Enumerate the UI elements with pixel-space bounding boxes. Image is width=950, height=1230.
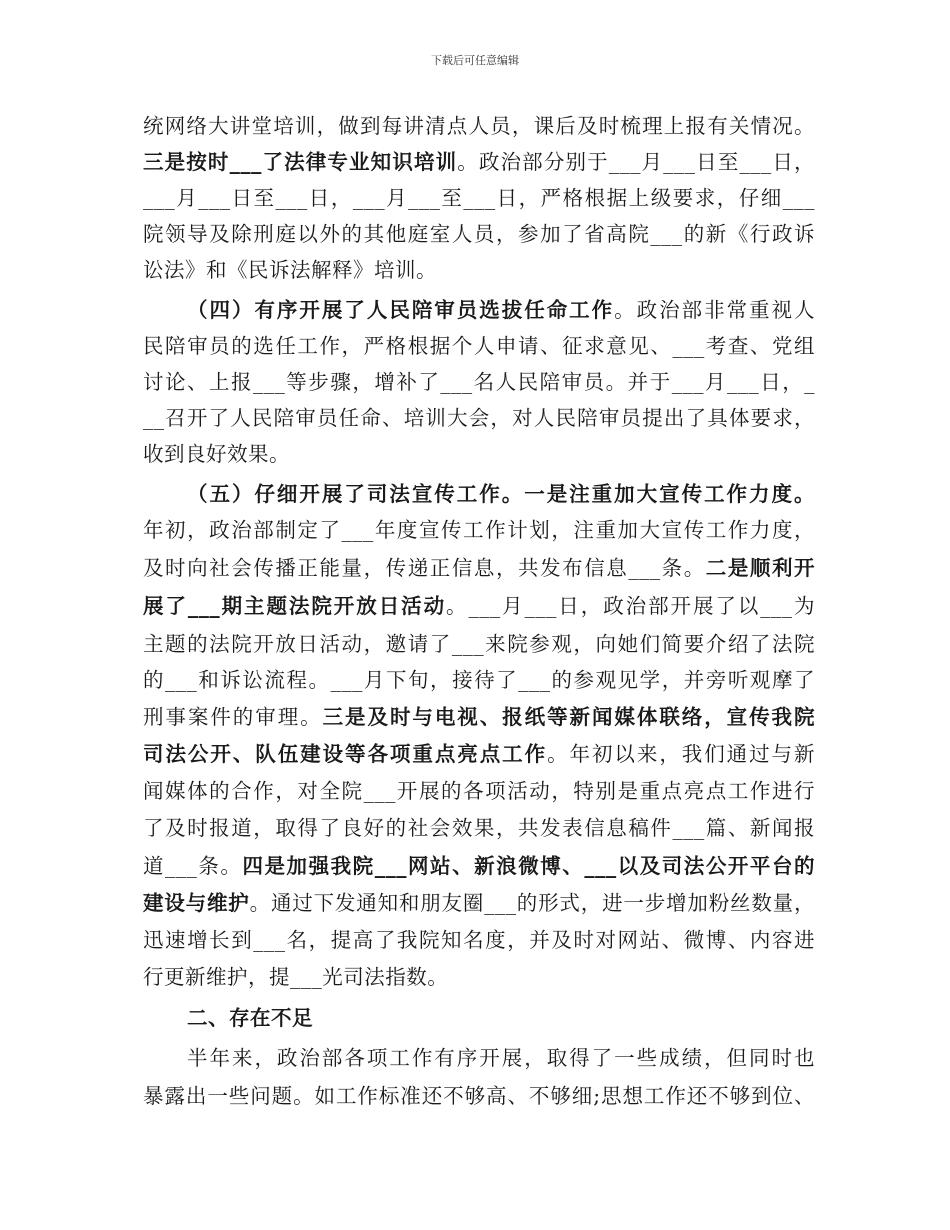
text-run: 了及时报道，取得了良好的社会效果，共发表信息稿件___篇、新闻报 [143, 816, 815, 840]
text-line [187, 295, 815, 325]
text-line [143, 183, 815, 213]
text-line [143, 219, 815, 249]
text-run: 迅速增长到___名，提高了我院知名度，并及时对网站、微博、内容进 [143, 928, 815, 952]
text-run: ___月___日至___日，___月___至___日，严格根据上级要求，仔细___ [143, 186, 815, 210]
text-run: 半年来，政治部各项工作有序开展，取得了一些成绩，但同时也 [187, 1046, 815, 1070]
section-heading [187, 1003, 815, 1033]
text-run: 讼法》和《民诉法解释》培训。 [143, 258, 437, 282]
text-run: __召开了人民陪审员任命、培训大会，对人民陪审员提出了具体要求， [143, 406, 815, 430]
text-run: 讨论、上报___等步骤，增补了___名人民陪审员。并于___月___日，_ [143, 370, 815, 394]
text-run: 道___条。 [143, 854, 243, 878]
text-line [143, 739, 815, 769]
text-run: 年初，政治部制定了___年度宣传工作计划，注重加大宣传工作力度， [143, 518, 815, 542]
text-run: 刑事案件的审理。 [143, 705, 323, 729]
text-line [187, 1043, 815, 1073]
text-run: 统网络大讲堂培训，做到每讲清点人员，课后及时梳理上报有关情况。 [143, 114, 815, 138]
text-line [143, 367, 815, 397]
text-run: 主题的法院开放日活动，邀请了___来院参观，向她们简要介绍了法院 [143, 632, 815, 656]
text-run: 。政治部非常重视人 [614, 298, 816, 322]
bold-text-run: 三是按时___了法律专业知识培训 [143, 150, 458, 174]
text-run: 及时向社会传播正能量，传递正信息，共发布信息___条。 [143, 556, 706, 580]
bold-text-run: 二、存在不足 [187, 1006, 313, 1030]
text-line [143, 702, 815, 732]
text-run: 闻媒体的合作，对全院___开展的各项活动，特别是重点亮点工作进行 [143, 779, 815, 803]
bold-text-run: 二是顺利开 [705, 556, 816, 580]
bold-text-run: （四）有序开展了人民陪审员选拔任命工作 [187, 298, 615, 322]
text-line [143, 553, 815, 583]
text-run: 暴露出一些问题。如工作标准还不够高、不够细;思想工作还不够到位、 [143, 1084, 815, 1108]
bold-text-run: 司法公开、队伍建设等各项重点亮点工作 [143, 742, 548, 766]
bold-text-run: 三是及时与电视、报纸等新闻媒体联络，宣传我院 [322, 705, 816, 729]
text-run: 院领导及除刑庭以外的其他庭室人员，参加了省高院___的新《行政诉 [143, 222, 815, 246]
text-line [143, 925, 815, 955]
text-line [143, 776, 815, 806]
text-line [143, 111, 815, 141]
text-run: 。年初以来，我们通过与新 [547, 742, 816, 766]
text-line [143, 851, 815, 881]
text-line [143, 255, 815, 285]
text-line [143, 665, 815, 695]
bold-text-run: （五）仔细开展了司法宣传工作。一是注重加大宣传工作力度。 [187, 482, 815, 506]
text-line [143, 962, 815, 992]
text-line [143, 591, 815, 621]
text-line [143, 403, 815, 433]
text-run: 。政治部分别于___月___日至___日， [457, 150, 815, 174]
text-line [143, 439, 815, 469]
text-line [143, 629, 815, 659]
text-line [143, 331, 815, 361]
text-run: 民陪审员的选任工作，严格根据个人申请、征求意见、___考查、党组 [143, 334, 815, 358]
text-line [143, 888, 815, 918]
text-run: 收到良好效果。 [143, 442, 290, 466]
text-line [143, 1081, 815, 1111]
bold-text-run: 展了___期主题法院开放日活动 [143, 594, 447, 618]
text-line [143, 515, 815, 545]
bold-text-run: 建设与维护 [143, 891, 250, 915]
page-header: 下载后可任意编辑 [431, 54, 519, 67]
text-run: 。通过下发通知和朋友圈___的形式，进一步增加粉丝数量， [249, 891, 815, 915]
text-line [143, 147, 815, 177]
text-run: 。___月___日，政治部开展了以___为 [446, 594, 816, 618]
text-line [143, 813, 815, 843]
bold-text-run: 四是加强我院___网站、新浪微博、___以及司法公开平台的 [242, 854, 816, 878]
text-run: 行更新维护，提___光司法指数。 [143, 965, 449, 989]
text-line [187, 479, 815, 509]
text-run: 的___和诉讼流程。___月下旬，接待了___的参观见学，并旁听观摩了 [143, 668, 815, 692]
